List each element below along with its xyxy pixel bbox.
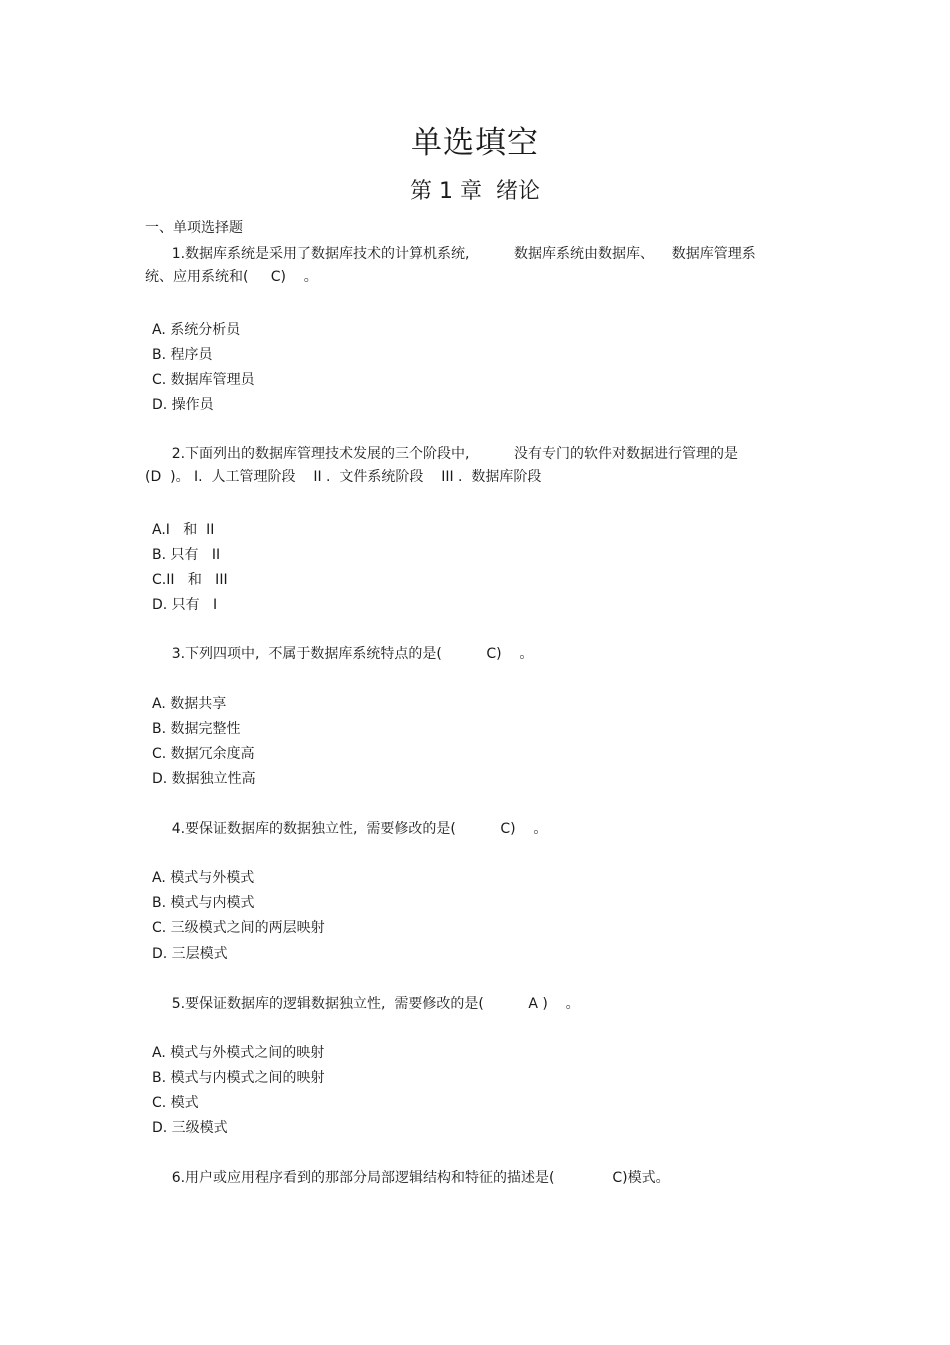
question-5-option-a: A. 模式与外模式之间的映射 bbox=[152, 1045, 325, 1061]
document-title: 单选填空 bbox=[411, 125, 539, 161]
question-4-option-b: B. 模式与内模式 bbox=[152, 895, 255, 911]
question-4-text: 4.要保证数据库的数据独立性, 需要修改的是( C) 。 bbox=[145, 821, 548, 837]
question-2-text bbox=[145, 443, 805, 489]
question-1-option-b: B. 程序员 bbox=[152, 347, 213, 363]
question-4-option-c: C. 三级模式之间的两层映射 bbox=[152, 920, 325, 936]
question-5-option-d: D. 三级模式 bbox=[152, 1120, 228, 1136]
question-2-line-2: (D )。 I. 人工管理阶段 II . 文件系统阶段 III . 数据库阶段 bbox=[145, 469, 542, 485]
question-1-option-d: D. 操作员 bbox=[152, 397, 214, 413]
question-1-line-1: 1.数据库系统是采用了数据库技术的计算机系统, 数据库系统由数据库、 数据库管理系 bbox=[145, 246, 756, 262]
question-4-option-d: D. 三层模式 bbox=[152, 946, 228, 962]
question-1-option-a: A. 系统分析员 bbox=[152, 322, 241, 338]
question-3-text: 3.下列四项中, 不属于数据库系统特点的是( C) 。 bbox=[145, 646, 534, 662]
question-2-option-a: A.I 和 II bbox=[152, 522, 215, 538]
question-3-option-a: A. 数据共享 bbox=[152, 696, 227, 712]
chapter-heading: 第 1 章 绪论 bbox=[410, 179, 540, 204]
question-2-option-b: B. 只有 II bbox=[152, 547, 221, 563]
question-5-option-c: C. 模式 bbox=[152, 1095, 199, 1111]
question-3-option-b: B. 数据完整性 bbox=[152, 721, 241, 737]
question-5-text: 5.要保证数据库的逻辑数据独立性, 需要修改的是( A ) 。 bbox=[145, 996, 580, 1012]
question-2-option-c: C.II 和 III bbox=[152, 572, 228, 588]
question-3-option-c: C. 数据冗余度高 bbox=[152, 746, 255, 762]
question-6-text: 6.用户或应用程序看到的那部分局部逻辑结构和特征的描述是( C)模式。 bbox=[145, 1170, 670, 1186]
question-1-line-2: 统、应用系统和( C) 。 bbox=[145, 269, 318, 285]
question-3-option-d: D. 数据独立性高 bbox=[152, 771, 256, 787]
question-2-line-1: 2.下面列出的数据库管理技术发展的三个阶段中, 没有专门的软件对数据进行管理的是 bbox=[145, 446, 739, 462]
question-2-option-d: D. 只有 I bbox=[152, 597, 218, 613]
section-heading: 一、单项选择题 bbox=[145, 220, 243, 236]
question-4-option-a: A. 模式与外模式 bbox=[152, 870, 255, 886]
question-1-text bbox=[145, 243, 805, 289]
question-1-option-c: C. 数据库管理员 bbox=[152, 372, 255, 388]
question-5-option-b: B. 模式与内模式之间的映射 bbox=[152, 1070, 325, 1086]
